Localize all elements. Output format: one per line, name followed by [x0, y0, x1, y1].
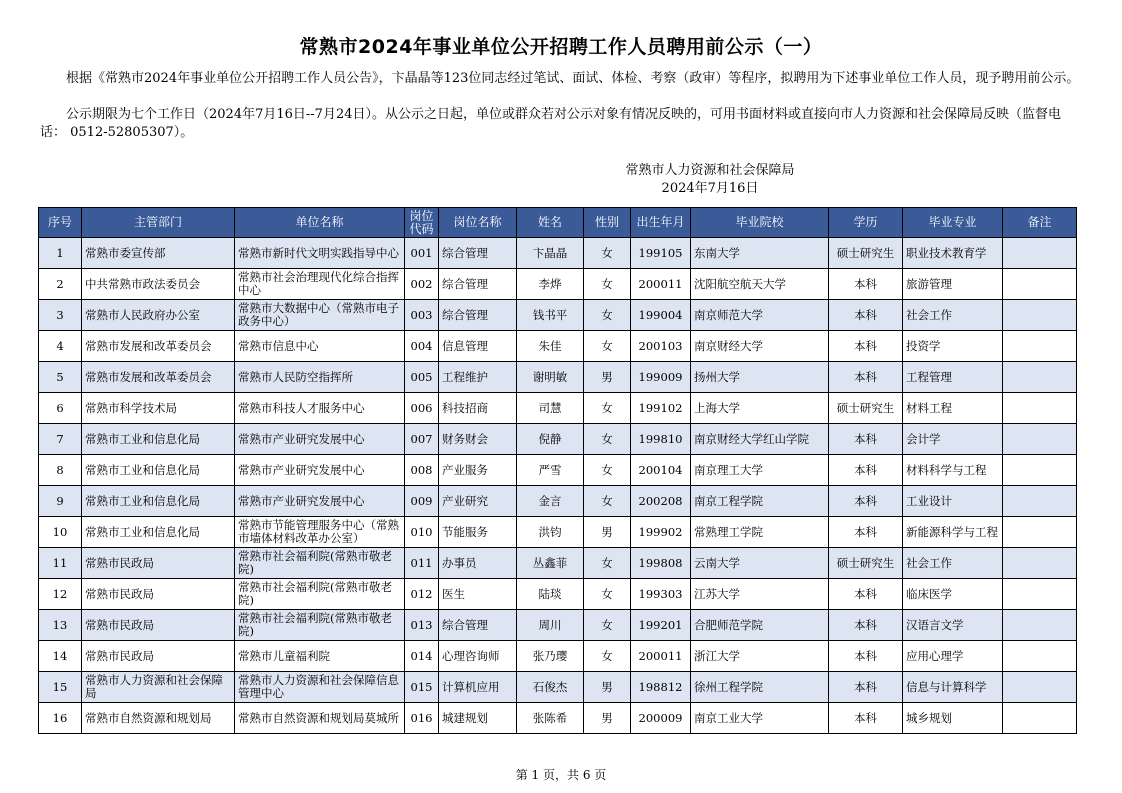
cell-degree: 本科 [829, 672, 903, 703]
cell-unit: 常熟市儿童福利院 [235, 641, 405, 672]
table-row [39, 703, 1077, 734]
cell-school: 南京财经大学红山学院 [691, 424, 829, 455]
cell-post-code: 008 [405, 455, 439, 486]
cell-name: 严雪 [517, 455, 584, 486]
cell-post-name: 医生 [439, 579, 517, 610]
cell-remark [1003, 486, 1077, 517]
cell-post-code: 002 [405, 269, 439, 300]
cell-name: 石俊杰 [517, 672, 584, 703]
cell-index: 11 [39, 548, 82, 579]
hiring-roster-table [38, 207, 1077, 734]
cell-unit: 常熟市大数据中心（常熟市电子政务中心） [235, 300, 405, 331]
table-row [39, 486, 1077, 517]
cell-index: 10 [39, 517, 82, 548]
cell-department: 常熟市发展和改革委员会 [82, 362, 235, 393]
cell-birth: 200009 [631, 703, 691, 734]
cell-post-code: 005 [405, 362, 439, 393]
cell-major: 社会工作 [903, 300, 1003, 331]
cell-gender: 女 [584, 393, 631, 424]
table-row [39, 610, 1077, 641]
cell-major: 信息与计算科学 [903, 672, 1003, 703]
cell-birth: 200011 [631, 269, 691, 300]
cell-remark [1003, 393, 1077, 424]
cell-degree: 本科 [829, 362, 903, 393]
cell-post-code: 007 [405, 424, 439, 455]
cell-unit: 常熟市社会福利院(常熟市敬老院) [235, 579, 405, 610]
cell-school: 合肥师范学院 [691, 610, 829, 641]
cell-index: 14 [39, 641, 82, 672]
cell-post-name: 计算机应用 [439, 672, 517, 703]
notice-period-paragraph: 公示期限为七个工作日（2024年7月16日--7月24日）。从公示之日起，单位或群众若对公示对象有情况反映的，可用书面材料或直接向市人力资源和社会保障局反映（监督电话： 0512-52805307）。 [40, 107, 1061, 140]
cell-birth: 200011 [631, 641, 691, 672]
cell-name: 钱书平 [517, 300, 584, 331]
header-index: 序号 [39, 208, 82, 238]
cell-school: 徐州工程学院 [691, 672, 829, 703]
cell-gender: 女 [584, 331, 631, 362]
cell-degree: 本科 [829, 424, 903, 455]
cell-index: 9 [39, 486, 82, 517]
cell-remark [1003, 238, 1077, 269]
cell-remark [1003, 641, 1077, 672]
cell-gender: 女 [584, 610, 631, 641]
cell-school: 云南大学 [691, 548, 829, 579]
cell-birth: 199009 [631, 362, 691, 393]
cell-degree: 本科 [829, 641, 903, 672]
cell-birth: 199201 [631, 610, 691, 641]
cell-school: 东南大学 [691, 238, 829, 269]
cell-index: 12 [39, 579, 82, 610]
cell-name: 陆琰 [517, 579, 584, 610]
cell-post-name: 心理咨询师 [439, 641, 517, 672]
intro-paragraph: 根据《常熟市2024年事业单位公开招聘工作人员公告》，卞晶晶等123位同志经过笔试、面试、体检、考察（政审）等程序，拟聘用为下述事业单位工作人员，现予聘用前公示。 [66, 71, 1080, 86]
cell-post-code: 001 [405, 238, 439, 269]
cell-index: 3 [39, 300, 82, 331]
cell-name: 司慧 [517, 393, 584, 424]
cell-remark [1003, 672, 1077, 703]
table-row [39, 393, 1077, 424]
cell-school: 浙江大学 [691, 641, 829, 672]
cell-remark [1003, 548, 1077, 579]
cell-name: 卞晶晶 [517, 238, 584, 269]
cell-department: 常熟市委宣传部 [82, 238, 235, 269]
cell-gender: 女 [584, 486, 631, 517]
cell-post-code: 014 [405, 641, 439, 672]
cell-post-name: 综合管理 [439, 300, 517, 331]
cell-post-code: 015 [405, 672, 439, 703]
cell-school: 南京工业大学 [691, 703, 829, 734]
cell-unit: 常熟市社会福利院(常熟市敬老院) [235, 610, 405, 641]
cell-post-name: 综合管理 [439, 238, 517, 269]
cell-degree: 本科 [829, 455, 903, 486]
cell-birth: 199105 [631, 238, 691, 269]
cell-department: 中共常熟市政法委员会 [82, 269, 235, 300]
cell-index: 4 [39, 331, 82, 362]
table-row [39, 269, 1077, 300]
cell-birth: 199810 [631, 424, 691, 455]
cell-school: 南京工程学院 [691, 486, 829, 517]
cell-remark [1003, 455, 1077, 486]
header-birth: 出生年月 [631, 208, 691, 238]
cell-post-name: 产业研究 [439, 486, 517, 517]
table-row [39, 238, 1077, 269]
table-row [39, 455, 1077, 486]
table-row [39, 579, 1077, 610]
cell-gender: 女 [584, 424, 631, 455]
cell-name: 洪钧 [517, 517, 584, 548]
cell-post-code: 013 [405, 610, 439, 641]
cell-remark [1003, 269, 1077, 300]
cell-name: 金言 [517, 486, 584, 517]
cell-name: 张陈希 [517, 703, 584, 734]
cell-name: 周川 [517, 610, 584, 641]
header-unit: 单位名称 [235, 208, 405, 238]
cell-department: 常熟市自然资源和规划局 [82, 703, 235, 734]
cell-school: 上海大学 [691, 393, 829, 424]
page-footer: 第 1 页，共 6 页 [515, 768, 607, 782]
cell-birth: 200104 [631, 455, 691, 486]
cell-remark [1003, 300, 1077, 331]
cell-major: 工业设计 [903, 486, 1003, 517]
cell-post-name: 节能服务 [439, 517, 517, 548]
cell-unit: 常熟市产业研究发展中心 [235, 455, 405, 486]
cell-birth: 200208 [631, 486, 691, 517]
cell-birth: 200103 [631, 331, 691, 362]
cell-unit: 常熟市信息中心 [235, 331, 405, 362]
cell-birth: 199902 [631, 517, 691, 548]
header-degree: 学历 [829, 208, 903, 238]
cell-major: 投资学 [903, 331, 1003, 362]
cell-birth: 199303 [631, 579, 691, 610]
cell-unit: 常熟市自然资源和规划局莫城所 [235, 703, 405, 734]
cell-unit: 常熟市产业研究发展中心 [235, 486, 405, 517]
cell-remark [1003, 703, 1077, 734]
table-body [39, 238, 1077, 734]
cell-department: 常熟市民政局 [82, 610, 235, 641]
cell-gender: 女 [584, 269, 631, 300]
cell-name: 张乃璎 [517, 641, 584, 672]
cell-post-name: 科技招商 [439, 393, 517, 424]
cell-index: 13 [39, 610, 82, 641]
cell-remark [1003, 362, 1077, 393]
cell-index: 7 [39, 424, 82, 455]
cell-birth: 199102 [631, 393, 691, 424]
cell-degree: 本科 [829, 610, 903, 641]
table-header-row [39, 208, 1077, 238]
cell-name: 丛鑫菲 [517, 548, 584, 579]
cell-major: 新能源科学与工程 [903, 517, 1003, 548]
cell-department: 常熟市民政局 [82, 641, 235, 672]
cell-name: 谢明敏 [517, 362, 584, 393]
cell-degree: 本科 [829, 486, 903, 517]
table-row [39, 641, 1077, 672]
cell-post-name: 城建规划 [439, 703, 517, 734]
table-row [39, 362, 1077, 393]
cell-gender: 男 [584, 517, 631, 548]
table-row [39, 517, 1077, 548]
cell-major: 城乡规划 [903, 703, 1003, 734]
cell-name: 朱佳 [517, 331, 584, 362]
cell-major: 材料工程 [903, 393, 1003, 424]
cell-post-code: 012 [405, 579, 439, 610]
header-major: 毕业专业 [903, 208, 1003, 238]
cell-post-name: 综合管理 [439, 610, 517, 641]
cell-degree: 硕士研究生 [829, 238, 903, 269]
cell-index: 1 [39, 238, 82, 269]
cell-degree: 本科 [829, 269, 903, 300]
cell-department: 常熟市民政局 [82, 548, 235, 579]
cell-gender: 女 [584, 238, 631, 269]
cell-degree: 本科 [829, 300, 903, 331]
cell-gender: 女 [584, 641, 631, 672]
cell-major: 应用心理学 [903, 641, 1003, 672]
cell-gender: 女 [584, 548, 631, 579]
cell-school: 扬州大学 [691, 362, 829, 393]
cell-school: 常熟理工学院 [691, 517, 829, 548]
cell-degree: 硕士研究生 [829, 548, 903, 579]
cell-index: 8 [39, 455, 82, 486]
cell-unit: 常熟市人力资源和社会保障信息管理中心 [235, 672, 405, 703]
table-row [39, 548, 1077, 579]
cell-department: 常熟市民政局 [82, 579, 235, 610]
cell-degree: 本科 [829, 703, 903, 734]
cell-name: 李烨 [517, 269, 584, 300]
cell-gender: 男 [584, 362, 631, 393]
cell-major: 职业技术教育学 [903, 238, 1003, 269]
cell-post-name: 产业服务 [439, 455, 517, 486]
cell-major: 工程管理 [903, 362, 1003, 393]
cell-school: 南京理工大学 [691, 455, 829, 486]
cell-school: 沈阳航空航天大学 [691, 269, 829, 300]
cell-post-name: 综合管理 [439, 269, 517, 300]
header-name: 姓名 [517, 208, 584, 238]
cell-major: 社会工作 [903, 548, 1003, 579]
cell-department: 常熟市工业和信息化局 [82, 486, 235, 517]
cell-department: 常熟市发展和改革委员会 [82, 331, 235, 362]
table-row [39, 424, 1077, 455]
cell-post-code: 016 [405, 703, 439, 734]
cell-post-name: 信息管理 [439, 331, 517, 362]
cell-post-name: 财务财会 [439, 424, 517, 455]
cell-department: 常熟市工业和信息化局 [82, 517, 235, 548]
cell-remark [1003, 331, 1077, 362]
cell-major: 临床医学 [903, 579, 1003, 610]
cell-index: 16 [39, 703, 82, 734]
cell-school: 南京财经大学 [691, 331, 829, 362]
cell-remark [1003, 517, 1077, 548]
cell-birth: 199004 [631, 300, 691, 331]
cell-name: 倪静 [517, 424, 584, 455]
cell-major: 会计学 [903, 424, 1003, 455]
cell-major: 旅游管理 [903, 269, 1003, 300]
table-row [39, 331, 1077, 362]
cell-post-code: 004 [405, 331, 439, 362]
cell-unit: 常熟市社会治理现代化综合指挥中心 [235, 269, 405, 300]
cell-unit: 常熟市节能管理服务中心（常熟市墙体材料改革办公室） [235, 517, 405, 548]
cell-birth: 198812 [631, 672, 691, 703]
cell-birth: 199808 [631, 548, 691, 579]
header-post-name: 岗位名称 [439, 208, 517, 238]
cell-gender: 女 [584, 455, 631, 486]
cell-department: 常熟市人力资源和社会保障局 [82, 672, 235, 703]
cell-department: 常熟市科学技术局 [82, 393, 235, 424]
header-post-code: 岗位代码 [405, 208, 439, 238]
cell-post-name: 工程维护 [439, 362, 517, 393]
cell-degree: 硕士研究生 [829, 393, 903, 424]
header-department: 主管部门 [82, 208, 235, 238]
cell-degree: 本科 [829, 331, 903, 362]
cell-major: 材料科学与工程 [903, 455, 1003, 486]
cell-post-code: 003 [405, 300, 439, 331]
cell-unit: 常熟市社会福利院(常熟市敬老院) [235, 548, 405, 579]
cell-gender: 女 [584, 579, 631, 610]
table-row [39, 672, 1077, 703]
header-school: 毕业院校 [691, 208, 829, 238]
cell-remark [1003, 610, 1077, 641]
header-remark: 备注 [1003, 208, 1077, 238]
cell-department: 常熟市工业和信息化局 [82, 424, 235, 455]
cell-degree: 本科 [829, 579, 903, 610]
cell-post-code: 006 [405, 393, 439, 424]
cell-school: 江苏大学 [691, 579, 829, 610]
cell-gender: 男 [584, 672, 631, 703]
cell-school: 南京师范大学 [691, 300, 829, 331]
cell-remark [1003, 424, 1077, 455]
cell-post-code: 010 [405, 517, 439, 548]
cell-department: 常熟市工业和信息化局 [82, 455, 235, 486]
cell-unit: 常熟市产业研究发展中心 [235, 424, 405, 455]
cell-gender: 女 [584, 300, 631, 331]
table-row [39, 300, 1077, 331]
cell-unit: 常熟市科技人才服务中心 [235, 393, 405, 424]
cell-index: 5 [39, 362, 82, 393]
signature-date: 2024年7月16日 [661, 181, 759, 196]
cell-major: 汉语言文学 [903, 610, 1003, 641]
cell-post-code: 009 [405, 486, 439, 517]
cell-remark [1003, 579, 1077, 610]
cell-degree: 本科 [829, 517, 903, 548]
cell-post-code: 011 [405, 548, 439, 579]
cell-post-name: 办事员 [439, 548, 517, 579]
cell-unit: 常熟市人民防空指挥所 [235, 362, 405, 393]
cell-department: 常熟市人民政府办公室 [82, 300, 235, 331]
cell-unit: 常熟市新时代文明实践指导中心 [235, 238, 405, 269]
signature-org: 常熟市人力资源和社会保障局 [625, 163, 795, 178]
page-title: 常熟市2024年事业单位公开招聘工作人员聘用前公示（一） [299, 36, 823, 58]
cell-index: 6 [39, 393, 82, 424]
header-gender: 性别 [584, 208, 631, 238]
cell-index: 2 [39, 269, 82, 300]
cell-gender: 男 [584, 703, 631, 734]
cell-index: 15 [39, 672, 82, 703]
